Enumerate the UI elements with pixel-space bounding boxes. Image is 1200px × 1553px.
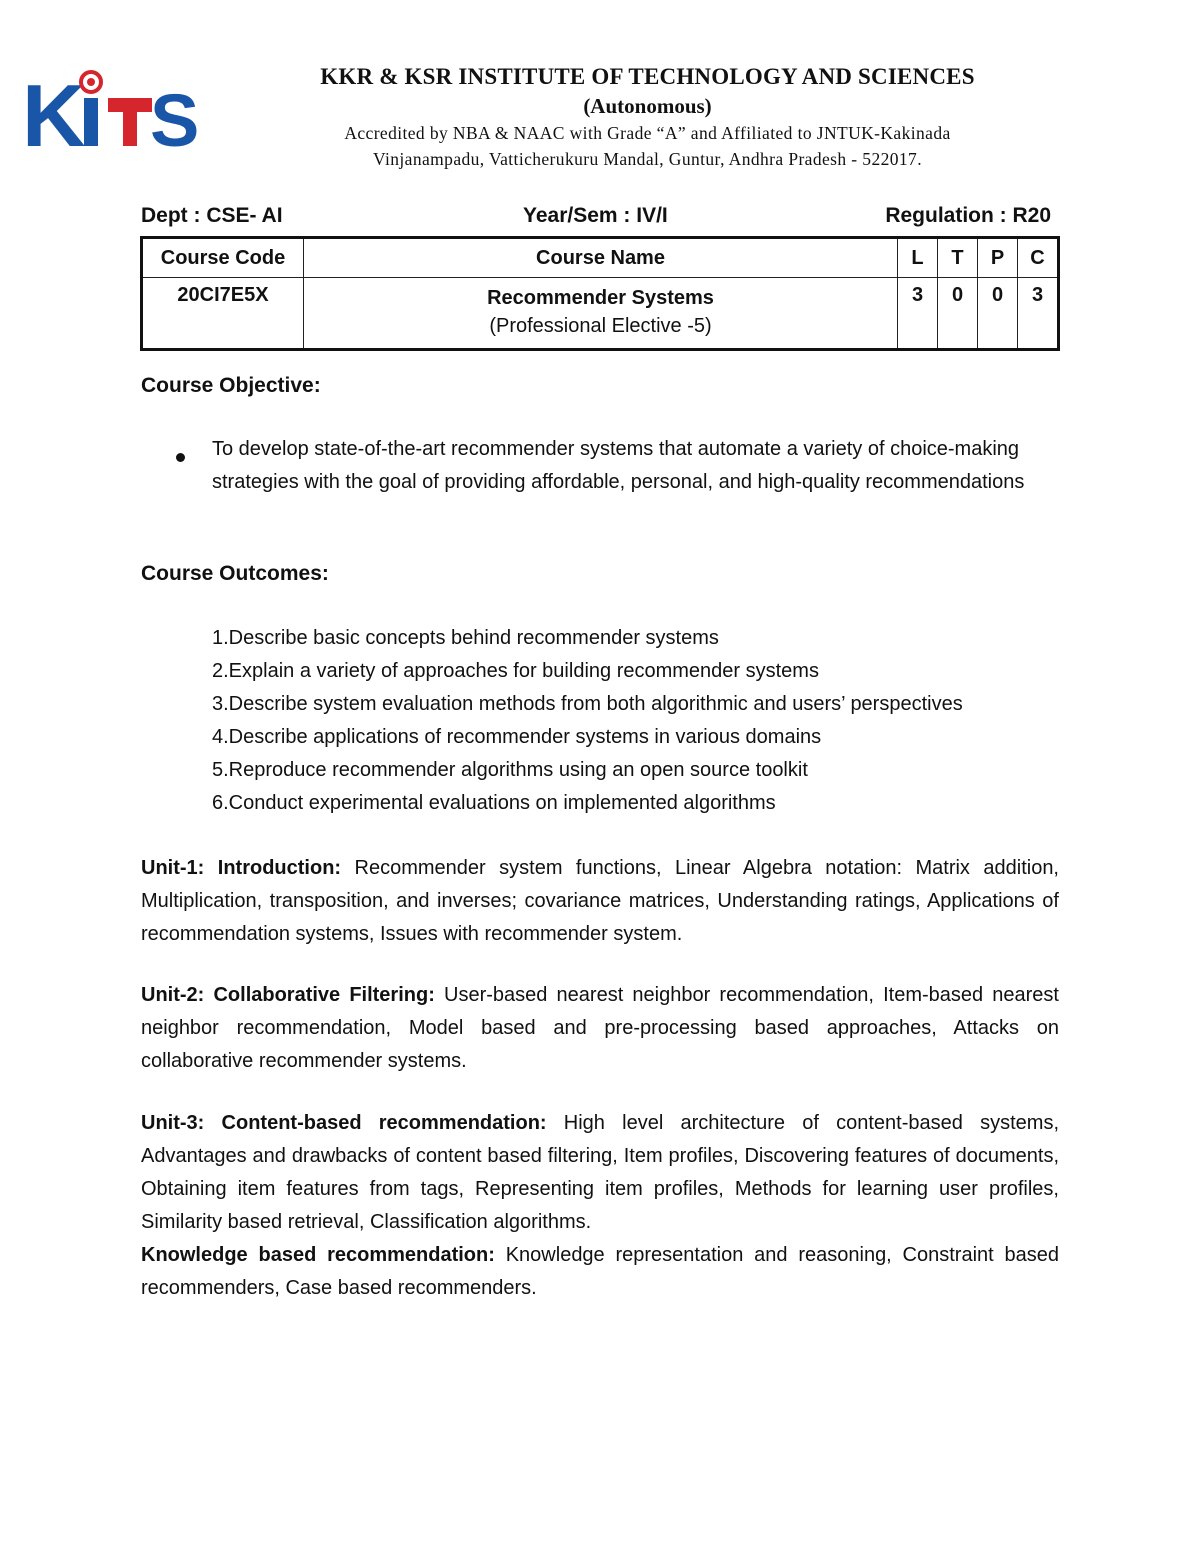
course-meta-row: [141, 204, 1059, 234]
outcome-item: 5.Reproduce recommender algorithms using an open source toolkit: [212, 759, 808, 781]
course-table-row: [142, 278, 1059, 350]
course-table-header: [142, 238, 1059, 278]
header-t: T: [938, 238, 978, 278]
autonomous-label: (Autonomous): [583, 94, 712, 118]
header-course-code: Course Code: [142, 238, 304, 278]
outcomes-list: [212, 622, 963, 820]
address-line: Vinjanampadu, Vatticherukuru Mandal, Guntur, Andhra Pradesh - 522017.: [373, 149, 922, 169]
outcome-item: 4.Describe applications of recommender systems in various domains: [212, 726, 822, 748]
course-c: 3: [1018, 278, 1059, 350]
knowledge-paragraph: [141, 1239, 1059, 1305]
unit-text: Recommender system functions, Linear Algebra notation: Matrix addition, Multiplication, transposition, and inverses; covariance matrices, Understanding ratings, Applications of recommendation systems, Issues with recommender system.: [141, 857, 1059, 945]
unit-heading: Unit-3: Content-based recommendation:: [141, 1112, 547, 1134]
course-t: 0: [938, 278, 978, 350]
header-l: L: [898, 238, 938, 278]
course-table: [140, 236, 1060, 351]
bullet-icon: [176, 448, 188, 460]
institute-name: KKR & KSR INSTITUTE OF TECHNOLOGY AND SCIENCES: [320, 64, 975, 89]
unit-text: High level architecture of content-based systems, Advantages and drawbacks of content based filtering, Item profiles, Discovering features of documents, Obtaining item features from tags, Representing item profiles, Methods for learning user profiles, Similarity based retrieval, Classification algorithms.: [141, 1112, 1059, 1233]
accreditation-line: Accredited by NBA & NAAC with Grade “A” and Affiliated to JNTUK-Kakinada: [344, 123, 951, 143]
unit-1-paragraph: [141, 852, 1059, 951]
course-l: 3: [898, 278, 938, 350]
course-code: 20CI7E5X: [142, 278, 304, 350]
unit-text: User-based nearest neighbor recommendation, Item-based nearest neighbor recommendation, Model based and pre-processing based approaches, Attacks on collaborative recommender systems.: [141, 984, 1059, 1072]
regulation-label: Regulation : R20: [885, 204, 1051, 227]
outcome-item: 2.Explain a variety of approaches for building recommender systems: [212, 660, 819, 682]
header-c: C: [1018, 238, 1059, 278]
unit-heading: Knowledge based recommendation:: [141, 1244, 495, 1266]
outcome-item: 3.Describe system evaluation methods from both algorithmic and users’ perspectives: [212, 693, 963, 715]
kits-logo: [22, 68, 210, 152]
unit-3-paragraph: [141, 1107, 1059, 1239]
unit-heading: Unit-1: Introduction:: [141, 857, 342, 879]
course-elective: (Professional Elective -5): [489, 315, 712, 337]
unit-2-paragraph: [141, 979, 1059, 1078]
header-course-name: Course Name: [304, 238, 898, 278]
course-p: 0: [978, 278, 1018, 350]
outcome-item: 6.Conduct experimental evaluations on implemented algorithms: [212, 792, 776, 814]
objective-text: To develop state-of-the-art recommender systems that automate a variety of choice-making strategies with the goal of providing affordable, personal, and high-quality recommendations: [212, 438, 1025, 493]
course-name: Recommender Systems: [487, 287, 714, 309]
institute-header: [240, 62, 1055, 172]
outcome-item: 1.Describe basic concepts behind recommender systems: [212, 627, 719, 649]
unit-heading: Unit-2: Collaborative Filtering:: [141, 984, 435, 1006]
svg-text:S: S: [150, 79, 200, 152]
header-p: P: [978, 238, 1018, 278]
year-sem-label: Year/Sem : IV/I: [523, 204, 668, 227]
unit-text: Knowledge representation and reasoning, Constraint based recommenders, Case based recommenders.: [141, 1244, 1060, 1299]
course-name-cell: [304, 278, 898, 350]
outcomes-heading: Course Outcomes:: [141, 562, 329, 585]
dept-label: Dept : CSE- AI: [141, 204, 283, 227]
svg-text:K: K: [22, 68, 82, 152]
objective-heading: Course Objective:: [141, 374, 321, 397]
